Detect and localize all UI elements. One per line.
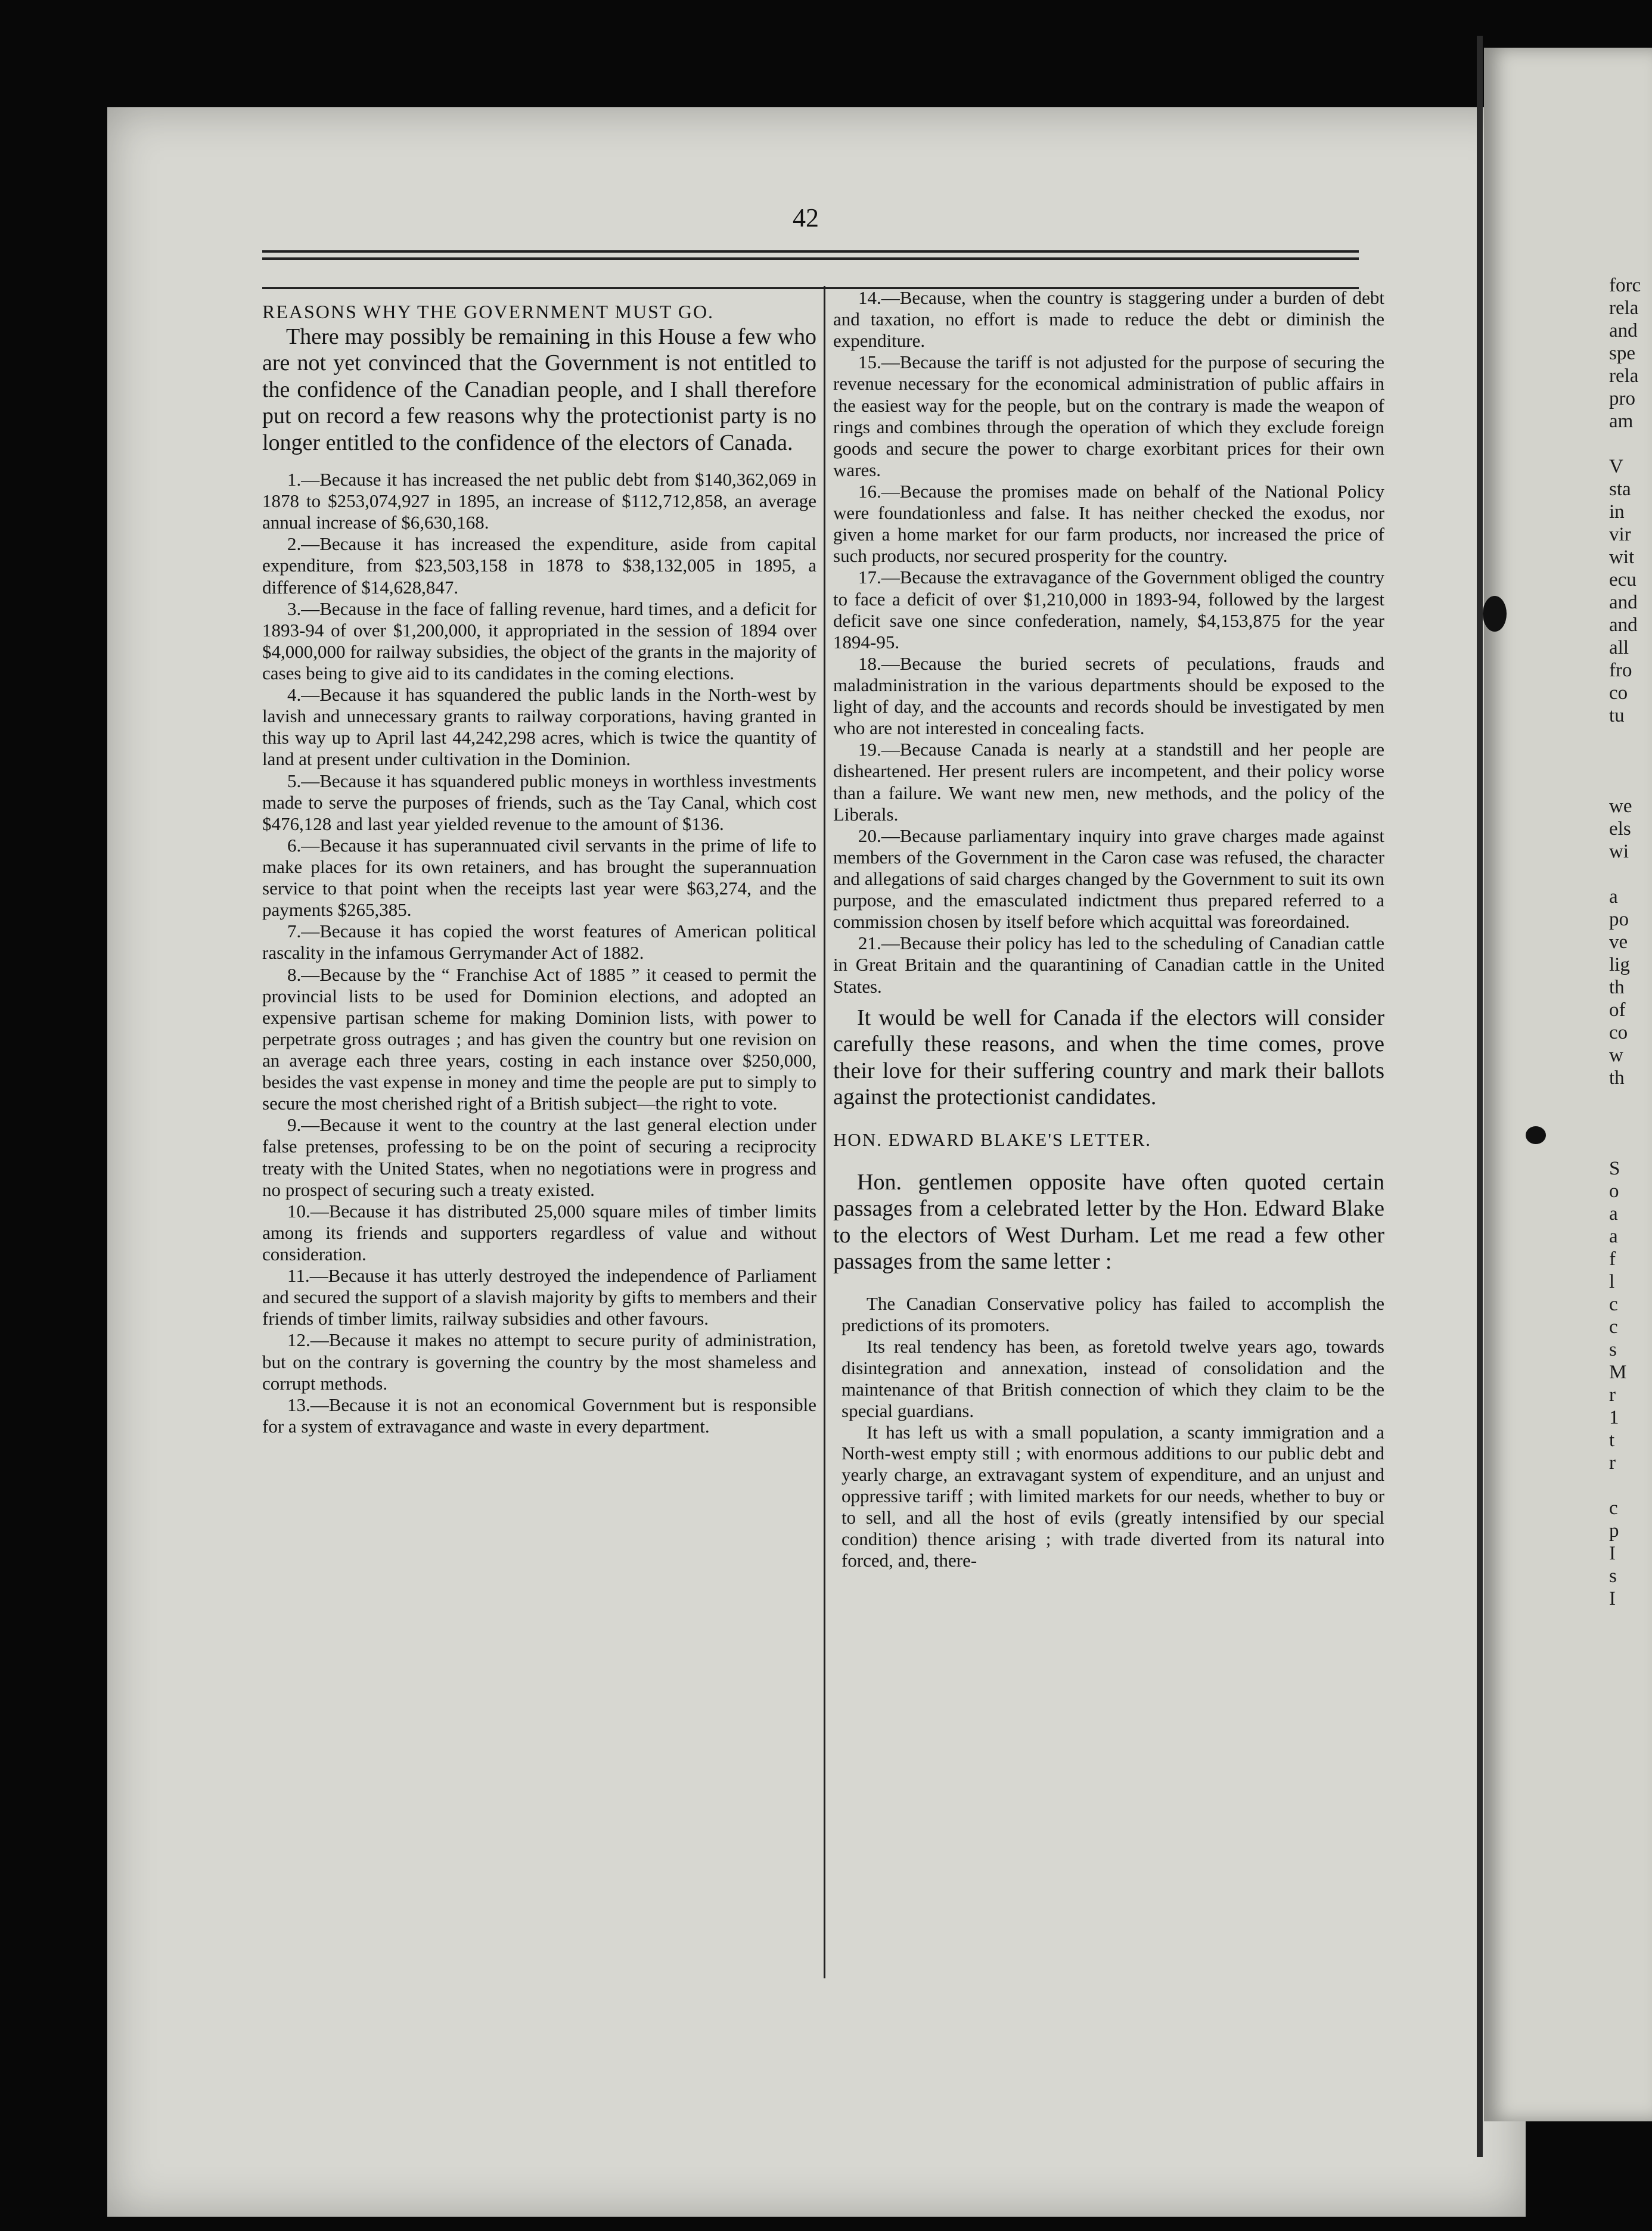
adjacent-page-fragment: all <box>1609 637 1629 658</box>
reason-item: 16.—Because the promises made on behalf of the National Policy were foundationless and false. It has neither checked the exodus, nor given a home market for our farm products, nor increased the price of such products, nor secured prosperity for the country. <box>833 480 1384 567</box>
reason-item: 7.—Because it has copied the worst features of American political rascality in the infamous Gerrymander Act of 1882. <box>262 921 816 964</box>
adjacent-page-fragment <box>1609 863 1652 885</box>
adjacent-page-text <box>1609 274 1652 1610</box>
adjacent-page-fragment: po <box>1609 909 1629 930</box>
conclusion-paragraph: It would be well for Canada if the electors will consider carefully these reasons, and when the time comes, prove their love for their suffering country and mark their ballots against the protectionist candidates. <box>833 1005 1384 1110</box>
adjacent-page-fragment: wi <box>1609 841 1629 862</box>
adjacent-page-fragment: pro <box>1609 388 1635 409</box>
adjacent-page-fragment: ve <box>1609 931 1628 953</box>
adjacent-page-fragment: l <box>1609 1271 1615 1292</box>
left-column <box>262 301 816 1437</box>
adjacent-page-fragment: am <box>1609 411 1634 432</box>
adjacent-page-fragment: V <box>1609 456 1623 477</box>
adjacent-page-fragment: th <box>1609 1067 1625 1089</box>
adjacent-page-fragment: co <box>1609 1022 1628 1043</box>
adjacent-page-fragment: we <box>1609 796 1632 817</box>
reason-item: 17.—Because the extravagance of the Government obliged the country to face a deficit of over $1,210,000 in 1893-94, followed by the largest deficit save one since confederation, namely, $4,153,875 for the year 1894-95. <box>833 567 1384 652</box>
reason-item: 10.—Because it has distributed 25,000 square miles of timber limits among its friends and supporters regardless of value and without consideration. <box>262 1200 816 1264</box>
quoted-passage: The Canadian Conservative policy has failed to accomplish the predictions of its promoters. <box>841 1292 1384 1335</box>
adjacent-page-fragment <box>1609 1089 1652 1112</box>
reason-item: 8.—Because by the “ Franchise Act of 1885 ” it ceased to permit the provincial lists to be used for Dominion elections, and adopted an expensive partisan scheme for making Dominion lists, with power to perpetrate gross outrages ; and has given the country but one revision on an average each three years, costing in each instance over $250,000, besides the vast expense in money and time the people are put to simply to secure the most cherished right of a British subject—the right to vote. <box>262 964 816 1114</box>
quoted-passage: Its real tendency has been, as foretold twelve years ago, towards disintegration and annexation, instead of consolidation and the maintenance of that British connection of which they claim to be the special guardians. <box>841 1335 1384 1421</box>
adjacent-page-fragment: vir <box>1609 524 1631 545</box>
header-rule <box>262 250 1359 253</box>
adjacent-page-fragment: th <box>1609 977 1625 998</box>
reason-item: 11.—Because it has utterly destroyed the independence of Parliament and secured the support of a slavish majority by gifts to members and their friends of timber limits, railway subsidies and other favours. <box>262 1265 816 1329</box>
adjacent-page-fragment: fro <box>1609 660 1632 681</box>
reason-item: 15.—Because the tariff is not adjusted for the purpose of securing the revenue necessary for the economical administration of public affairs in the easiest way for the people, but on the contrary is made the weapon of rings and combines through the operation of which they exclude foreign goods and secure the power to charge exorbitant prices for their own wares. <box>833 352 1384 480</box>
intro-paragraph: There may possibly be remaining in this House a few who are not yet convinced that the Government is not entitled to the confidence of the Canadian people, and I shall therefore put on record a few reasons why the protectionist party is no longer entitled to the confidence of the electors of Canada. <box>262 324 816 455</box>
adjacent-page-fragment: forc <box>1609 275 1641 296</box>
adjacent-page-fragment <box>1609 772 1652 795</box>
adjacent-page-fragment: w <box>1609 1045 1623 1066</box>
adjacent-page-fragment: f <box>1609 1248 1616 1270</box>
reason-item: 1.—Because it has increased the net public debt from $140,362,069 in 1878 to $253,074,927 in 1895, an increase of $112,712,858, an average annual increase of $6,630,168. <box>262 469 816 533</box>
adjacent-page-fragment: wit <box>1609 546 1635 568</box>
blake-intro-paragraph: Hon. gentlemen opposite have often quoted certain passages from a celebrated letter by the Hon. Edward Blake to the electors of West Durham. Let me read a few other passages from the same letter : <box>833 1170 1384 1275</box>
reason-item: 4.—Because it has squandered the public lands in the North-west by lavish and unnecessary grants to railway corporations, having granted in this way up to April last 44,242,298 acres, which is twice the quantity of land at present under cultivation in the Dominion. <box>262 684 816 770</box>
adjacent-page-fragment: c <box>1609 1497 1618 1519</box>
adjacent-page-fragment: co <box>1609 682 1628 704</box>
reason-item: 14.—Because, when the country is staggering under a burden of debt and taxation, no effort is made to reduce the debt or diminish the expenditure. <box>833 287 1384 352</box>
adjacent-page-fragment: c <box>1609 1316 1618 1338</box>
adjacent-page-fragment: els <box>1609 818 1631 840</box>
adjacent-page-fragment: tu <box>1609 705 1625 726</box>
adjacent-page-fragment: s <box>1609 1339 1617 1360</box>
adjacent-page-fragment <box>1609 1112 1652 1135</box>
adjacent-page-fragment: a <box>1609 1203 1618 1225</box>
section-heading: REASONS WHY THE GOVERNMENT MUST GO. <box>262 301 715 322</box>
page-number: 42 <box>793 203 819 232</box>
adjacent-page-fragment: M <box>1609 1362 1627 1383</box>
adjacent-page-fragment: s <box>1609 1565 1617 1587</box>
reason-item: 5.—Because it has squandered public moneys in worthless investments made to serve the purposes of friends, such as the Tay Canal, which cost $476,128 and last year yielded revenue to the amount of $136. <box>262 770 816 834</box>
adjacent-page-fragment: 1 <box>1609 1407 1619 1428</box>
adjacent-page-fragment: and <box>1609 320 1638 341</box>
adjacent-page-fragment: I <box>1609 1588 1616 1609</box>
right-column <box>833 287 1384 1571</box>
adjacent-page-fragment: t <box>1609 1430 1615 1451</box>
adjacent-page-fragment: I <box>1609 1543 1616 1564</box>
reason-item: 20.—Because parliamentary inquiry into grave charges made against members of the Government in the Caron case was refused, the character and allegations of said charges changed by the Government to suit its own purpose, and the emasculated indictment thus prepared referred to a commission chosen by itself before which acquittal was foreordained. <box>833 825 1384 933</box>
adjacent-page-fragment: a <box>1609 886 1618 908</box>
blake-letter-heading: HON. EDWARD BLAKE'S LETTER. <box>833 1129 1152 1151</box>
ink-blot <box>1483 596 1507 632</box>
reason-item: 19.—Because Canada is nearly at a standstill and her people are disheartened. Her present rulers are incompetent, and their policy worse than a failure. We want new men, new methods, and the policy of the Liberals. <box>833 739 1384 825</box>
adjacent-page-fragment: rela <box>1609 297 1639 319</box>
header-rule <box>262 257 1359 260</box>
adjacent-page-fragment: sta <box>1609 478 1631 500</box>
adjacent-page-fragment: p <box>1609 1520 1619 1542</box>
reason-item: 9.—Because it went to the country at the last general election under false pretenses, professing to be on the point of securing a reciprocity treaty with the United States, when no negotiations were in progress and no prospect of securing such a treaty existed. <box>262 1114 816 1200</box>
spacer <box>833 1110 1384 1129</box>
reason-item: 13.—Because it is not an economical Government but is responsible for a system of extravagance and waste in every department. <box>262 1394 816 1437</box>
adjacent-page-fragment <box>1609 433 1652 455</box>
adjacent-page-fragment: c <box>1609 1294 1618 1315</box>
adjacent-page-fragment: r <box>1609 1452 1616 1474</box>
reason-item: 18.—Because the buried secrets of peculations, frauds and maladministration in the various departments should be exposed to the light of day, and the accounts and records should be investigated by men who are not interested in concealing facts. <box>833 652 1384 739</box>
adjacent-page-fragment: r <box>1609 1384 1616 1406</box>
ink-blot <box>1526 1126 1546 1144</box>
adjacent-page-fragment: lig <box>1609 954 1630 975</box>
adjacent-page-fragment <box>1609 1474 1652 1497</box>
reason-item: 3.—Because in the face of falling revenue, hard times, and a deficit for 1893-94 of over $1,200,000, it appropriated in the session of 1894 over $4,000,000 for railway subsidies, the object of the grants in the majority of cases being to give aid to its candidates in the coming elections. <box>262 598 816 683</box>
page-fold <box>1477 36 1483 2157</box>
adjacent-page-fragment: o <box>1609 1180 1619 1202</box>
reason-item: 2.—Because it has increased the expenditure, aside from capital expenditure, from $23,503,158 in 1878 to $38,132,005 in 1895, a difference of $14,628,847. <box>262 533 816 598</box>
adjacent-page-fragment: rela <box>1609 365 1639 387</box>
reason-item: 6.—Because it has superannuated civil servants in the prime of life to make places for its own retainers, and has brought the superannuation service to that point when the receipts last year were $63,274, and the payments $265,385. <box>262 834 816 921</box>
adjacent-page-fragment <box>1609 750 1652 772</box>
column-divider <box>824 286 825 1978</box>
adjacent-page-fragment <box>1609 727 1652 750</box>
adjacent-page-fragment: a <box>1609 1226 1618 1247</box>
reason-item: 21.—Because their policy has led to the scheduling of Canadian cattle in Great Britain and the quarantining of Canadian cattle in the United States. <box>833 933 1384 997</box>
adjacent-page-fragment: ecu <box>1609 569 1637 591</box>
quoted-passage: It has left us with a small population, a scanty immigration and a North-west empty still ; with enormous additions to our public debt and yearly charge, an extravagant system of expenditure, and an unjust and oppressive tariff ; with limited markets for our needs, whether to buy or to sell, and all the host of evils (greatly intensified by our special condition) thence arising ; with trade diverted from its natural into forced, and, there- <box>841 1421 1384 1571</box>
reason-item: 12.—Because it makes no attempt to secure purity of administration, but on the contrary is governing the country by the most shameless and corrupt methods. <box>262 1329 816 1394</box>
adjacent-page-fragment: S <box>1609 1158 1620 1179</box>
adjacent-page-fragment: and <box>1609 592 1638 613</box>
adjacent-page-fragment: spe <box>1609 343 1635 364</box>
adjacent-page-fragment <box>1609 1135 1652 1157</box>
adjacent-page-fragment: of <box>1609 999 1626 1021</box>
adjacent-page-fragment: in <box>1609 501 1625 523</box>
adjacent-page-fragment: and <box>1609 614 1638 636</box>
